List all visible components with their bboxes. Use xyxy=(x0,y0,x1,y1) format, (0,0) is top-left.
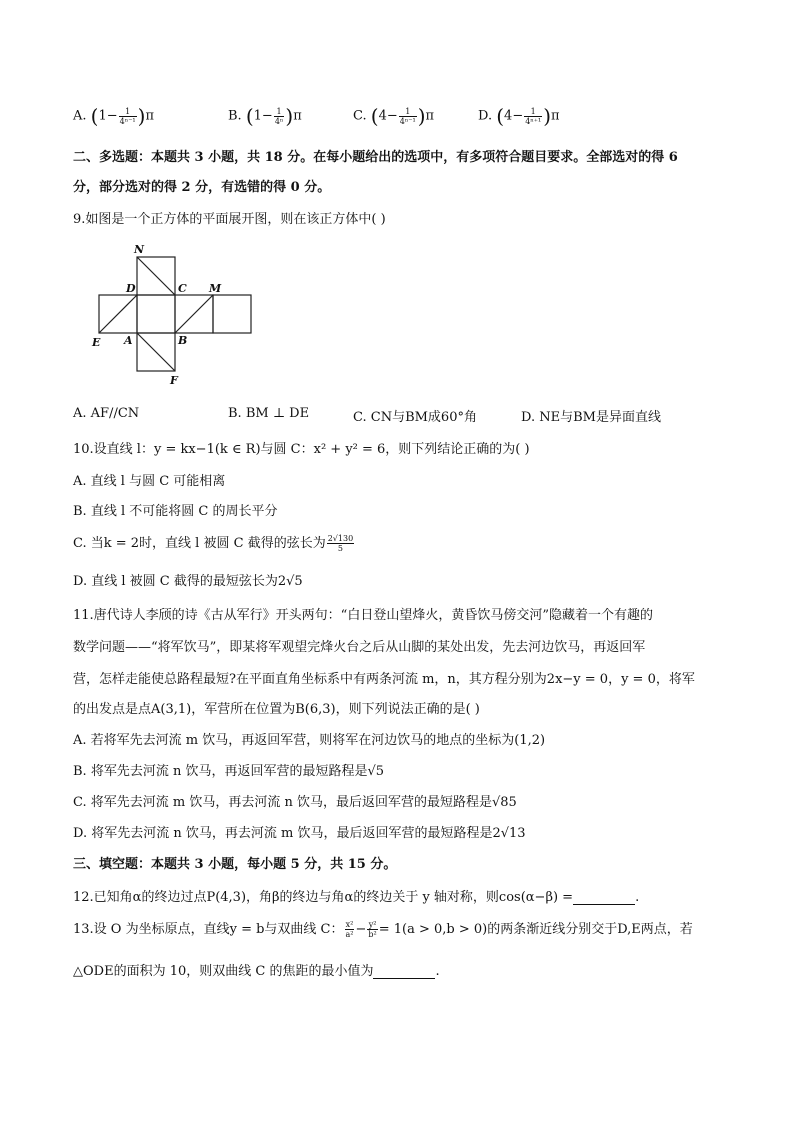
q12-answer-blank[interactable] xyxy=(573,892,635,905)
q9-option-a[interactable]: A. AF//CN xyxy=(73,406,140,421)
q11-stem-line-4: 的出发点是点A(3,1)，军营所在位置为B(6,3)，则下列说法正确的是( ) xyxy=(73,702,480,717)
q9-option-b[interactable]: B. BM ⊥ DE xyxy=(228,406,310,421)
label-c: C xyxy=(178,282,187,295)
q8-option-d[interactable]: D. (4− $\frac{1}{\text{4ⁿ⁺¹}}$ )π xyxy=(478,104,560,128)
q9-option-d[interactable]: D. NE与BM是异面直线 xyxy=(521,410,661,425)
q10-option-b[interactable]: B. 直线 l 不可能将圆 C 的周长平分 xyxy=(73,504,278,519)
q10-option-c[interactable]: C. 当k = 2时，直线 l 被圆 C 截得的弦长为 $\frac{2√130}{5}$ xyxy=(73,534,354,553)
section2-heading-cont: 分，部分选对的得 2 分，有选错的得 0 分。 xyxy=(73,180,331,195)
q11-stem-line-3: 营，怎样走能使总路程最短?在平面直角坐标系中有两条河流 m，n，其方程分别为2x−y = 0，y = 0，将军 xyxy=(73,672,695,687)
section2-heading: 二、多选题：本题共 3 小题，共 18 分。在每小题给出的选项中，有多项符合题目要求。全部选对的得 6 xyxy=(73,150,678,165)
label-a: A xyxy=(124,334,133,347)
q11-stem-line-2: 数学问题——“将军饮马”，即某将军观望完烽火台之后从山脚的某处出发，先去河边饮马，再返回军 xyxy=(73,640,646,655)
label-f: F xyxy=(170,374,178,387)
section3-heading: 三、填空题：本题共 3 小题，每小题 5 分，共 15 分。 xyxy=(73,857,397,872)
q13-stem-line-2: △ODE的面积为 10，则双曲线 C 的焦距的最小值为 . xyxy=(73,964,440,979)
q11-option-c[interactable]: C. 将军先去河流 m 饮马，再去河流 n 饮马，最后返回军营的最短路程是√85 xyxy=(73,795,517,810)
label-d: D xyxy=(126,282,136,295)
q13-answer-blank[interactable] xyxy=(373,966,435,979)
q13-stem-line-1: 13.设 O 为坐标原点，直线y = b与双曲线 C： $\frac{\text{x²}}{\text{a²}}$ − $\frac{\text{y²}}{\text{b²}}$ = 1(a > 0,b > 0)的两条渐近线分别交于D,E两点，若 xyxy=(73,920,693,939)
label-n: N xyxy=(134,243,145,256)
q11-option-d[interactable]: D. 将军先去河流 n 饮马，再去河流 m 饮马，最后返回军营的最短路程是2√13 xyxy=(73,826,526,841)
diagonal-bm xyxy=(175,295,213,333)
net-square-row-2 xyxy=(137,295,175,333)
q10-option-d[interactable]: D. 直线 l 被圆 C 截得的最短弦长为2√5 xyxy=(73,574,303,589)
q11-option-a[interactable]: A. 若将军先去河流 m 饮马，再返回军营，则将军在河边饮马的地点的坐标为(1,2) xyxy=(73,733,546,748)
label-b: B xyxy=(178,334,188,347)
label-e: E xyxy=(92,336,101,349)
cube-net-figure xyxy=(84,240,264,390)
q8-option-c[interactable]: C. (4− $\frac{1}{\text{4ⁿ⁻¹}}$ )π xyxy=(353,104,435,128)
q8-option-a[interactable]: A. (1− $\frac{1}{\text{4ⁿ⁻¹}}$ )π xyxy=(73,104,154,128)
diagonal-nc xyxy=(137,257,175,295)
diagonal-de xyxy=(99,295,137,333)
diagonal-af xyxy=(137,333,175,371)
q9-option-c[interactable]: C. CN与BM成60°角 xyxy=(353,410,477,425)
q12-stem: 12.已知角α的终边过点P(4,3)，角β的终边与角α的终边关于 y 轴对称，则cos(α−β) = . xyxy=(73,890,640,905)
q10-stem: 10.设直线 l：y = kx−1(k ∈ R)与圆 C：x² + y² = 6，则下列结论正确的为( ) xyxy=(73,442,530,457)
q9-stem: 9.如图是一个正方体的平面展开图，则在该正方体中( ) xyxy=(73,212,386,227)
q8-option-b[interactable]: B. (1− $\frac{1}{\text{4ⁿ}}$ )π xyxy=(228,104,302,128)
label-m: M xyxy=(209,282,222,295)
q10-option-a[interactable]: A. 直线 l 与圆 C 可能相离 xyxy=(73,474,226,489)
q11-stem-line-1: 11.唐代诗人李颀的诗《古从军行》开头两句：“白日登山望烽火，黄昏饮马傍交河”隐藏着一个有趣的 xyxy=(73,608,653,623)
q11-option-b[interactable]: B. 将军先去河流 n 饮马，再返回军营的最短路程是√5 xyxy=(73,764,385,779)
net-square-row-4 xyxy=(213,295,251,333)
